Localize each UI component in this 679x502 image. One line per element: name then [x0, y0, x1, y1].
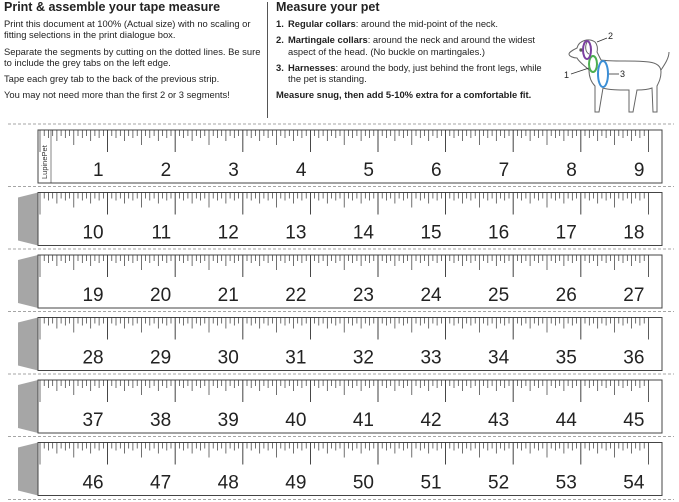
tape-number: 12	[217, 222, 239, 244]
tape-strip	[8, 374, 674, 433]
measure-item-harness	[276, 62, 556, 85]
tape-number: 14	[352, 222, 374, 244]
tape-number: 52	[488, 472, 510, 494]
tape-number: 32	[352, 347, 374, 369]
tape-number: 43	[488, 410, 510, 431]
grey-tab	[18, 255, 38, 308]
tape-number: 10	[82, 222, 104, 244]
measure-item-martingale	[276, 34, 556, 57]
tape-number: 23	[352, 285, 374, 306]
grey-tab	[18, 443, 38, 496]
tape-number: 15	[420, 222, 442, 244]
tape-number: 18	[623, 222, 645, 244]
tape-number: 13	[285, 222, 307, 244]
grey-tab	[18, 318, 38, 371]
tape-number: 9	[633, 160, 645, 181]
dog-label-harness: 3	[620, 69, 626, 79]
tape-number: 25	[488, 285, 510, 306]
tape-number: 17	[555, 222, 577, 244]
measure-list	[276, 18, 556, 84]
tape-number: 51	[420, 472, 442, 494]
brand-label: LupinePet	[40, 145, 49, 179]
tape-number: 28	[82, 347, 104, 369]
tape-strip	[8, 312, 674, 371]
item-label: Harnesses	[288, 61, 336, 73]
tape-number: 54	[623, 472, 645, 494]
dog-label-martingale: 2	[608, 31, 614, 41]
tape-number: 29	[150, 347, 172, 369]
instruction-paragraph: Print this document at 100% (Actual size) with no scaling or fitting selections in the print dialogue box.	[4, 18, 251, 41]
tape-number: 39	[217, 410, 239, 431]
tape-number: 37	[82, 410, 104, 431]
tape-number: 7	[498, 160, 510, 181]
grey-tab	[18, 193, 38, 246]
instruction-paragraph: You may not need more than the first 2 or 3 segments!	[4, 89, 230, 101]
item-label: Regular collars	[288, 18, 356, 29]
tape-number: 16	[488, 222, 510, 244]
tape-number: 8	[566, 160, 577, 181]
measure-item-regular	[276, 18, 556, 29]
item-label: Martingale collars	[288, 34, 368, 46]
print-instructions-title: Print & assemble your tape measure	[4, 0, 221, 14]
grey-tab	[18, 380, 38, 433]
tape-number: 6	[431, 160, 442, 181]
tape-number: 41	[352, 410, 374, 431]
tape-number: 40	[285, 410, 307, 431]
tape-number: 38	[150, 410, 172, 431]
tape-number: 19	[82, 285, 104, 306]
tape-number: 2	[160, 160, 172, 181]
tape-number: 42	[420, 410, 442, 431]
tape-number: 47	[150, 472, 172, 494]
dog-measurement-illustration	[557, 30, 673, 122]
tape-number: 49	[285, 472, 307, 494]
tape-number: 36	[623, 347, 645, 369]
dog-label-collar: 1	[564, 70, 570, 80]
tape-number: 22	[285, 285, 307, 306]
tape-strip	[8, 124, 674, 183]
print-instructions	[4, 0, 262, 106]
item-text: : around the mid-point of the neck.	[355, 18, 499, 29]
tape-number: 1	[93, 160, 104, 181]
tape-number: 11	[151, 222, 172, 244]
tape-number: 48	[217, 472, 239, 494]
item-number: 3.	[276, 61, 284, 73]
tape-number: 30	[217, 347, 239, 369]
tape-number: 20	[150, 285, 172, 306]
item-text: : around the body, just behind the front legs, while the pet is standing.	[288, 61, 542, 85]
measure-footer: Measure snug, then add 5-10% extra for a comfortable fit.	[276, 89, 532, 101]
tape-number: 3	[228, 160, 239, 181]
tape-number: 44	[555, 410, 577, 431]
item-number: 1.	[276, 18, 284, 29]
tape-number: 21	[217, 285, 239, 306]
tape-number: 50	[352, 472, 374, 494]
instruction-paragraph: Separate the segments by cutting on the dotted lines. Be sure to include the grey tabs on the left edge.	[4, 45, 261, 68]
column-divider	[267, 2, 268, 118]
tape-number: 34	[488, 347, 510, 369]
tape-number: 46	[82, 472, 104, 494]
tape-strip	[8, 249, 674, 308]
tape-number: 24	[420, 285, 442, 306]
tape-number: 27	[623, 285, 645, 306]
tape-number: 35	[555, 347, 577, 369]
tape-measure	[0, 118, 679, 502]
item-number: 2.	[276, 34, 284, 46]
instruction-paragraph: Tape each grey tab to the back of the previous strip.	[4, 73, 220, 85]
tape-number: 26	[555, 285, 577, 306]
tape-number: 45	[623, 410, 645, 431]
tape-number: 5	[363, 160, 374, 181]
tape-strip	[8, 187, 674, 246]
tape-number: 31	[285, 347, 307, 369]
tape-number: 33	[420, 347, 442, 369]
tape-number: 4	[295, 160, 307, 181]
measure-instructions-title: Measure your pet	[276, 0, 380, 14]
tape-strip	[8, 437, 674, 500]
item-text: : around the neck and around the widest aspect of the head. (No buckle on martingales.)	[288, 34, 536, 57]
tape-number: 53	[555, 472, 577, 494]
